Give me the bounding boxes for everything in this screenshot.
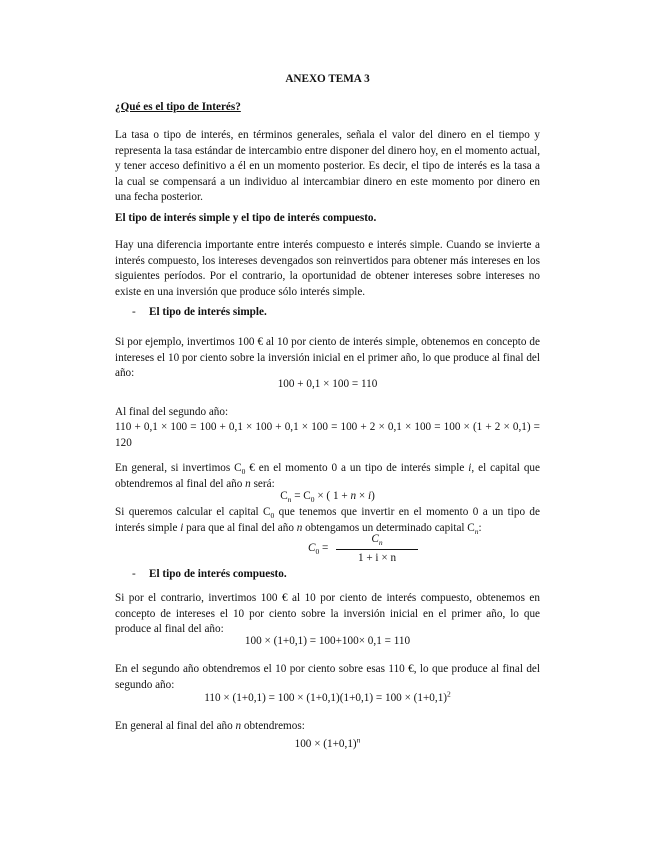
fraction-numerator: $C_n$: [371, 533, 383, 548]
paragraph-compound-second-year: En el segundo año obtendremos el 10 por ciento sobre esas 110 €, lo que produce al final del segundo año:: [115, 663, 540, 691]
fraction-lhs: $C_0$ =: [308, 542, 329, 557]
paragraph-second-year: Al final del segundo año:: [115, 406, 229, 418]
fraction-bar: [336, 549, 418, 550]
page-title: ANEXO TEMA 3: [285, 73, 370, 85]
bullet-dash: -: [132, 306, 136, 318]
subheading-simple-interest: El tipo de interés simple.: [149, 306, 267, 318]
fraction-present-value: [336, 533, 418, 567]
paragraph-simple-general: En general, si invertimos $C_0$ € en el momento 0 a un tipo de interés simple i, el capital que obtendremos al final del año n será:: [115, 462, 540, 490]
equation-simple-year1: 100 + 0,1 × 100 = 110: [277, 378, 378, 390]
equation-compound-general: $100 \times (1+0,1)^n$: [294, 735, 361, 750]
equation-compound-year2: $110 \times (1+0,1) = 100 \times (1+0,1)(1+0,1) = 100 \times (1+0,1)^2$: [204, 689, 451, 704]
equation-simple-year2: 110 + 0,1 × 100 = 100 + 0,1 × 100 + 0,1 × 100 = 100 + 2 × 0,1 × 100 = 100 × (1 + 2 × 0,1) = 120: [115, 421, 540, 449]
paragraph-simple-example: Si por ejemplo, invertimos 100 € al 10 por ciento de interés simple, obtenemos en concepto de intereses el 10 por ciento sobre la inversión inicial en el primer año, lo que produce al final del año:: [115, 336, 540, 380]
fraction-denominator: 1 + i × n: [357, 552, 397, 564]
equation-simple-general: $C_n = C_0$ × ( 1 + n × i): [280, 490, 375, 505]
paragraph-interest-definition: La tasa o tipo de interés, en términos generales, señala el valor del dinero en el tiempo y representa la tasa estándar de intercambio entre disponer del dinero hoy, en el momento actual, y tener acceso definitivo a él en un momento posterior. Es decir, el tipo de interés es la tasa a la cual se compensará a un individuo al intercambiar dinero en este momento por dinero en una fecha posterior.: [115, 129, 540, 204]
paragraph-compound-general: En general al final del año n obtendremos:: [115, 720, 305, 732]
section-heading-simple-compound: El tipo de interés simple y el tipo de interés compuesto.: [115, 212, 377, 224]
section-heading-interest: ¿Qué es el tipo de Interés?: [115, 101, 241, 113]
equation-compound-year1: 100 × (1+0,1) = 100+100× 0,1 = 110: [244, 635, 411, 647]
paragraph-present-value: Si queremos calcular el capital $C_0$ que tenemos que invertir en el momento 0 a un tipo de interés simple i para que al final del año n obtengamos un determinado capital $C_n$:: [115, 506, 540, 536]
paragraph-difference: Hay una diferencia importante entre interés compuesto e interés simple. Cuando se invierte a interés compuesto, los intereses devengados son reinvertidos para obtener más intereses en los siguientes períodos. Por el contrario, la oportunidad de obtener intereses sobre intereses no existe en una inversión que produce sólo interés simple.: [115, 239, 540, 298]
paragraph-compound-example: Si por el contrario, invertimos 100 € al 10 por ciento de interés compuesto, obtenemos en concepto de intereses el 10 por ciento sobre la inversión inicial en el primer año, lo que produce al final del año:: [115, 592, 540, 636]
bullet-dash-compound: -: [132, 568, 136, 580]
subheading-compound-interest: El tipo de interés compuesto.: [149, 568, 287, 580]
